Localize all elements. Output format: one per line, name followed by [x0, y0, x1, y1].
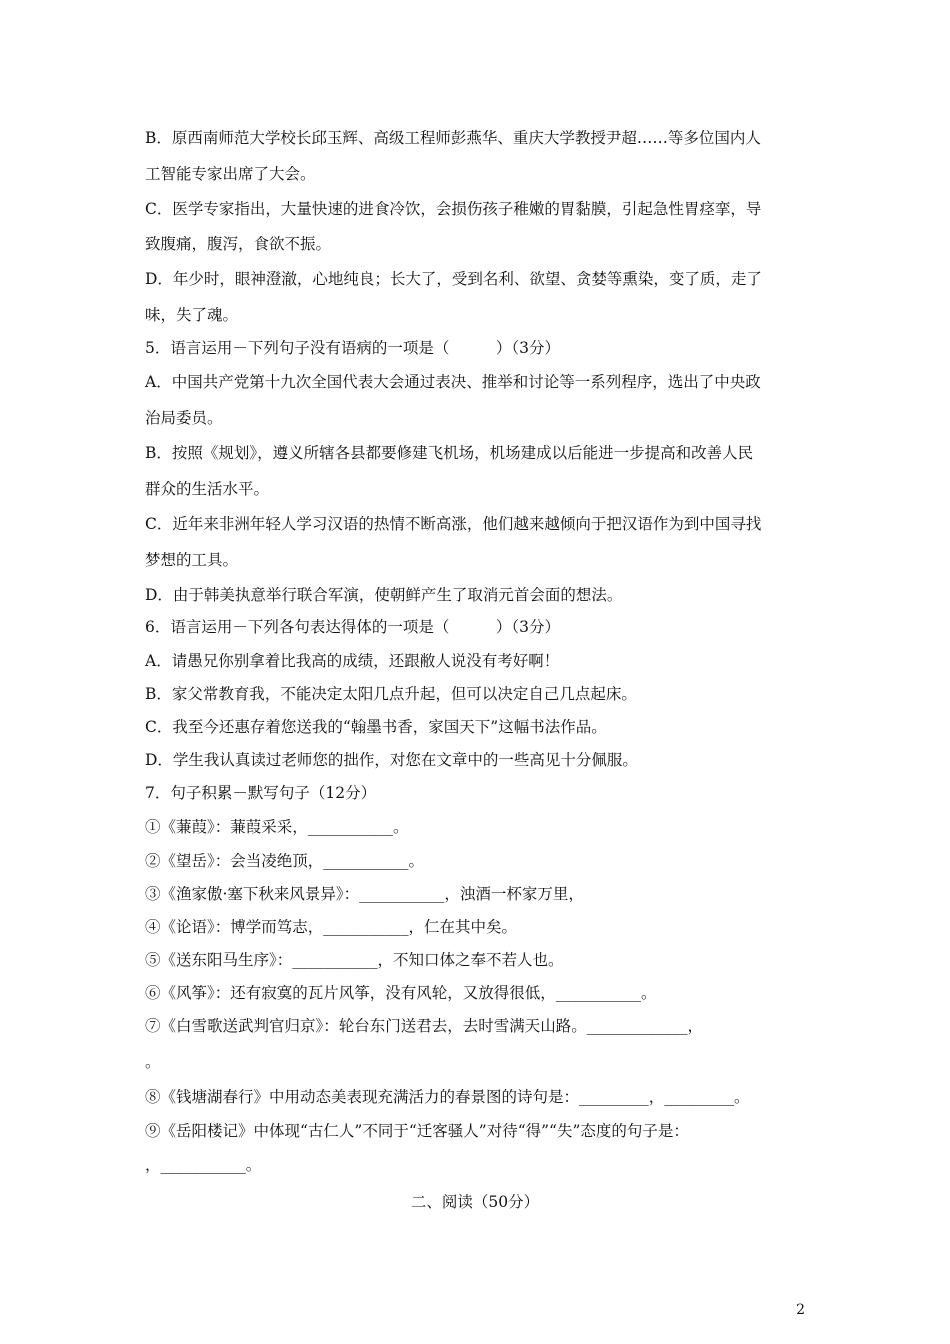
fill-blank-line: ⑨《岳阳楼记》中体现“古仁人”不同于“迁客骚人”对待“得”“失”态度的句子是：: [145, 1122, 689, 1140]
fill-blank-line: ①《蒹葭》：蒹葭采采，___________。: [145, 818, 409, 836]
text-line: 梦想的工具。: [145, 551, 239, 569]
text-line: D．学生我认真读过老师您的拙作，对您在文章中的一些高见十分佩服。: [145, 751, 638, 769]
text-line: 治局委员。: [145, 409, 223, 427]
text-line: B．家父常教育我，不能决定太阳几点升起，但可以决定自己几点起床。: [145, 685, 637, 703]
section-heading: 二、阅读（50分）: [410, 1193, 540, 1211]
question-7: 7．句子积累－默写句子（12分）: [145, 784, 377, 802]
fill-blank-line: ②《望岳》：会当凌绝顶，___________。: [145, 852, 425, 870]
text-line: A．中国共产党第十九次全国代表大会通过表决、推举和讨论等一系列程序，选出了中央政: [145, 373, 761, 391]
text-line: D．年少时，眼神澄澈，心地纯良；长大了，受到名利、欲望、贪婪等熏染，变了质，走了: [145, 270, 762, 288]
text-line: A．请愚兄你别拿着比我高的成绩，还跟敝人说没有考好啊！: [145, 652, 560, 670]
text-line: C．医学专家指出，大量快速的进食冷饮，会损伤孩子稚嫩的胃黏膜，引起急性胃痉挛，导: [145, 200, 762, 218]
fill-blank-line: ⑦《白雪歌送武判官归京》：轮台东门送君去，去时雪满天山路。_____________，: [145, 1017, 704, 1035]
page-number: 2: [796, 1302, 805, 1318]
fill-blank-line: ，___________。: [145, 1156, 262, 1174]
text-line: 味，失了魂。: [145, 306, 239, 324]
fill-blank-line: 。: [145, 1053, 161, 1071]
text-line: 工智能专家出席了大会。: [145, 165, 316, 183]
text-line: B．按照《规划》，遵义所辖各县都要修建飞机场，机场建成以后能进一步提高和改善人民: [145, 444, 754, 462]
question-5: 5．语言运用－下列句子没有语病的一项是（ ）（3分）: [145, 339, 560, 357]
fill-blank-line: ⑤《送东阳马生序》：___________，不知口体之奉不若人也。: [145, 951, 564, 969]
fill-blank-line: ③《渔家傲·塞下秋来风景异》：___________，浊酒一杯家万里，: [145, 885, 584, 903]
text-line: B．原西南师范大学校长邱玉辉、高级工程师彭燕华、重庆大学教授尹超……等多位国内人: [145, 129, 761, 147]
text-line: D．由于韩美执意举行联合军演，使朝鲜产生了取消元首会面的想法。: [145, 586, 623, 604]
fill-blank-line: ④《论语》：博学而笃志，___________，仁在其中矣。: [145, 918, 518, 936]
text-line: C．我至今还惠存着您送我的“翰墨书香，家国天下”这幅书法作品。: [145, 718, 607, 736]
text-line: 致腹痛，腹泻，食欲不振。: [145, 235, 332, 253]
fill-blank-line: ⑥《风筝》：还有寂寞的瓦片风筝，没有风轮，又放得很低，___________。: [145, 984, 657, 1002]
text-line: C．近年来非洲年轻人学习汉语的热情不断高涨，他们越来越倾向于把汉语作为到中国寻找: [145, 515, 762, 533]
fill-blank-line: ⑧《钱塘湖春行》中用动态美表现充满活力的春景图的诗句是：_________，_________。: [145, 1088, 750, 1106]
question-6: 6．语言运用－下列各句表达得体的一项是（ ）（3分）: [145, 618, 560, 636]
text-line: 群众的生活水平。: [145, 480, 270, 498]
